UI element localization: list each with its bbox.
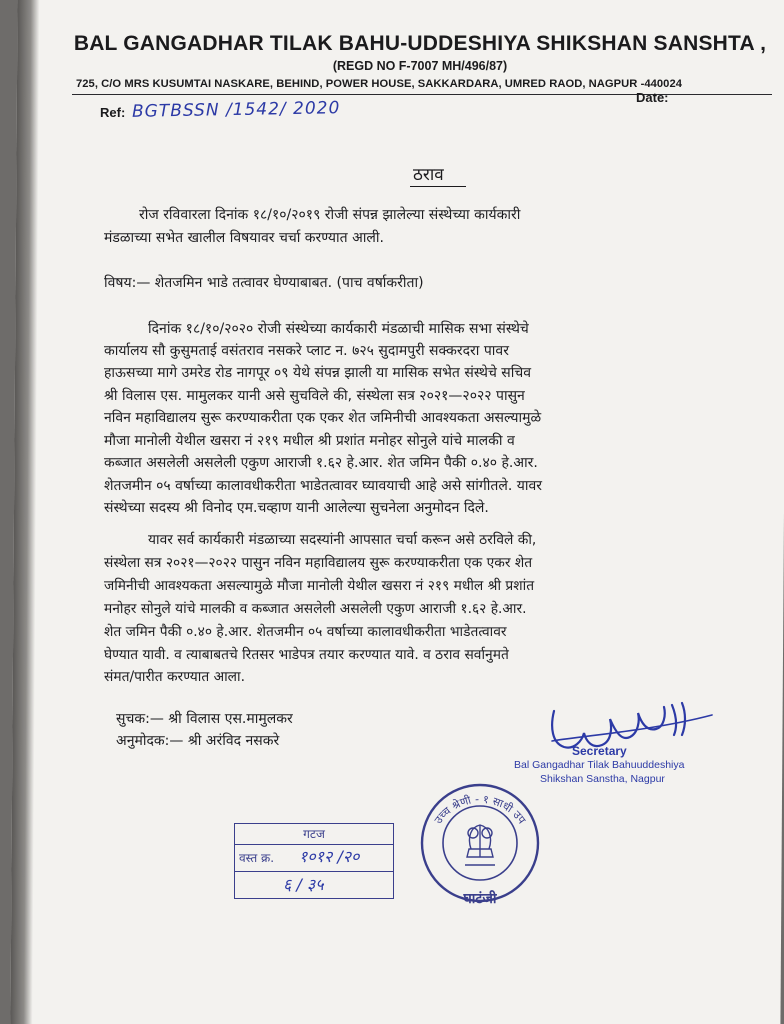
para1-line: नविन महाविद्यालय सुरू करण्याकरीता एक एकर शेत जमिनीची आवश्यकता असल्यामुळे xyxy=(104,410,542,426)
para1-line: शेतजमीन ०५ वर्षाच्या कालावधीकरीता भाडेतत्वावर घ्यावयाची आहे असे सांगीतले. यावर xyxy=(104,478,542,494)
signatory-org-line: Shikshan Sanstha, Nagpur xyxy=(540,773,665,785)
para2-line: जमिनीची आवश्यकता असल्यामुळे मौजा मानोली येथील खसरा नं २१९ मधील श्री प्रशांत xyxy=(104,578,535,594)
resolution-heading: ठराव xyxy=(413,165,444,185)
para2-line: यावर सर्व कार्यकारी मंडळाच्या सदस्यांनी आपसात चर्चा करून असे ठरविले की, xyxy=(148,532,537,548)
emblem-icon xyxy=(465,825,495,865)
date-label: Date: xyxy=(636,90,669,105)
svg-text:उच्च श्रेणी - १ साधी उप xyxy=(432,793,529,827)
para2-line: शेत जमिन पैकी ०.४० हे.आर. शेतजमीन ०५ वर्षाच्या कालावधीकरीता भाडेतत्वावर xyxy=(104,624,507,640)
para1-line: कार्यालय सौ कुसुमताई वसंतराव नसकरे प्लाट न. ७२५ सुदामपुरी सक्करदरा पावर xyxy=(104,343,509,359)
heading-underline xyxy=(410,186,466,187)
inward-stamp-row xyxy=(235,845,393,872)
seconder-line: अनुमोदक:— श्री अरंविद नसकरे xyxy=(116,733,280,749)
signatory-title: Secretary xyxy=(572,744,627,758)
intro-line: रोज रविवारला दिनांक १८/१०/२०१९ रोजी संपन्न झालेल्या संस्थेच्या कार्यकारी xyxy=(139,207,521,223)
seal-top-text: उच्च श्रेणी - १ साधी उप xyxy=(431,792,529,827)
inward-stamp-header: गटज xyxy=(235,824,393,845)
inward-number-label: वस्त क्र. xyxy=(239,851,275,865)
proposer-line: सुचक:— श्री विलास एस.मामुलकर xyxy=(116,711,293,727)
para1-line: दिनांक १८/१०/२०२० रोजी संस्थेच्या कार्यकारी मंडळाची मासिक सभा संस्थेचे xyxy=(148,321,529,337)
para1-line: कब्जात असलेली असलेली एकुण आराजी १.६२ हे.आर. शेत जमिन पैकी ०.४० हे.आर. xyxy=(104,455,538,471)
inward-number-value-2: ६ / ३५ xyxy=(283,875,324,894)
inward-number-value: १०१२ /२० xyxy=(299,847,360,866)
signatory-org-line: Bal Gangadhar Tilak Bahuuddeshiya xyxy=(514,759,685,771)
para2-line: संमत/पारीत करण्यात आला. xyxy=(104,669,245,685)
para2-line: घेण्यात यावी. व त्याबाबतचे रितसर भाडेपत्र तयार करण्यात यावे. व ठराव सर्वानुमते xyxy=(104,647,509,663)
ref-label: Ref: xyxy=(100,105,126,120)
org-name: BAL GANGADHAR TILAK BAHU-UDDESHIYA SHIKSHAN SANSHTA , xyxy=(73,32,767,55)
ref-number-handwritten: BGTBSSN /1542/ 2020 xyxy=(131,98,341,122)
registration-number: (REGD NO F-7007 MH/496/87) xyxy=(332,59,508,73)
org-address: 725, C/O MRS KUSUMTAI NASKARE, BEHIND, POWER HOUSE, SAKKARDARA, UMRED RAOD, NAGPUR -440024 xyxy=(76,78,683,90)
para1-line: संस्थेच्या सदस्य श्री विनोद एम.चव्हाण यानी आलेल्या सुचनेला अनुमोदन दिले. xyxy=(104,500,489,516)
seal-bottom-text: घाटंजी xyxy=(463,891,497,907)
official-seal xyxy=(415,775,545,915)
inward-register-stamp xyxy=(234,823,394,899)
para1-line: मौजा मानोली येथील खसरा नं २१९ मधील श्री प्रशांत मनोहर सोनुले यांचे मालकी व xyxy=(104,433,515,449)
intro-line: मंडळाच्या सभेत खालील विषयावर चर्चा करण्यात आली. xyxy=(104,230,384,246)
para1-line: हाऊसच्या मागे उमरेड रोड नागपूर ०९ येथे संपन्न झाली या मासिक सभेत संस्थेचे सचिव xyxy=(104,365,532,381)
subject-line: विषय:— शेतजमिन भाडे तत्वावर घेण्याबाबत. (पाच वर्षाकरीता) xyxy=(104,275,424,291)
para2-line: संस्थेला सत्र २०२१—२०२२ पासुन नविन महाविद्यालय सुरू करण्याकरीता एक एकर शेत xyxy=(104,555,533,571)
page-edge-shadow xyxy=(10,0,39,1024)
para1-line: श्री विलास एस. मामुलकर यानी असे सुचविले की, संस्थेला सत्र २०२१—२०२२ पासुन xyxy=(104,388,525,404)
para2-line: मनोहर सोनुले यांचे मालकी व कब्जात असलेली असलेली एकुण आराजी १.६२ हे.आर. xyxy=(104,601,527,617)
